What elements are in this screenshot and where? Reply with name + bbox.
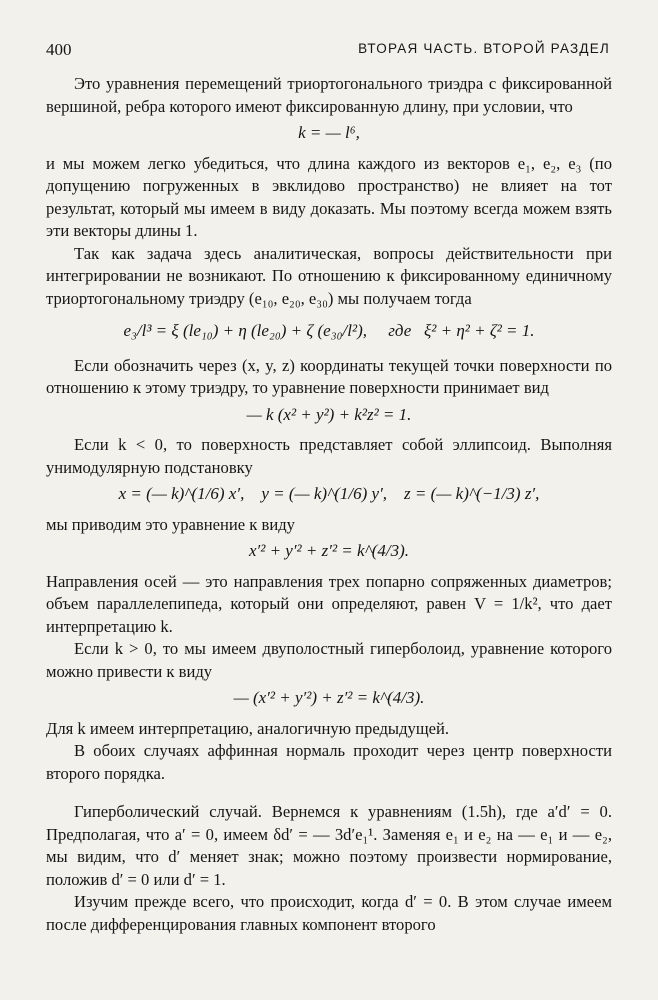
paragraph: Изучим прежде всего, что происходит, когда d′ = 0. В этом случае имеем после дифференцирования главных компонент второго [46, 892, 612, 934]
page-number: 400 [46, 40, 72, 59]
formula: x′² + y′² + z′² = k^(4/3). [248, 541, 410, 560]
formula: — k (x² + y²) + k²z² = 1. [246, 404, 412, 424]
formula: e₃/l³ = ξ (le₁₀) + η (le₂₀) + ζ (e₃₀/l²), где ξ² + η² + ζ² = 1. [123, 321, 535, 340]
paragraph: Гиперболический случай. Вернемся к уравнениям (1.5h), где a′d′ = 0. Предполагая, что a′ = 0, имеем δd′ = — 3d′e₁¹. Заменяя e₁ и e₂ на — e₁ и — e₂, мы видим, что d′ меняет знак; можно поэтому произвести нормирование, положив d′ = 0 или d′ = 1. [46, 802, 612, 889]
paragraph: и мы можем легко убедиться, что длина каждого из векторов e₁, e₂, e₃ (по допущению погруженных в эвклидово пространство) не влияет на тот результат, который мы имеем в виду доказать. Мы поэтому всегда можем взять эти векторы длины 1. [46, 153, 612, 240]
paragraph: Направления осей — это направления трех попарно сопряженных диаметров; объем параллелепипеда, который они определяют, равен V = 1/k², что дает интерпретацию k. [46, 571, 612, 636]
formula: — (x′² + y′²) + z′² = k^(4/3). [233, 688, 425, 707]
page-header [46, 40, 610, 60]
formula: k = — l⁶, [298, 123, 360, 142]
paragraph: Это уравнения перемещений триортогонального триэдра с фиксированной вершиной, ребра которого имеют фиксированную длину, при условии, что [46, 74, 612, 116]
paragraph: Для k имеем интерпретацию, аналогичную предыдущей. [46, 718, 449, 738]
formula: x = (— k)^(1/6) x′, y = (— k)^(1/6) y′, z = (— k)^(−1/3) z′, [118, 484, 540, 503]
paragraph: мы приводим это уравнение к виду [46, 514, 295, 534]
paragraph: Если k > 0, то мы имеем двуполостный гиперболоид, уравнение которого можно привести к виду [46, 639, 612, 681]
section-gap [46, 785, 612, 801]
running-head: ВТОРАЯ ЧАСТЬ. ВТОРОЙ РАЗДЕЛ [358, 41, 610, 56]
paragraph: Если обозначить через (x, y, z) координаты текущей точки поверхности по отношению к этому триэдру, то уравнение поверхности принимает вид [46, 355, 612, 397]
paragraph-emphasis: В обоих случаях аффинная нормаль проходит через центр поверхности второго порядка. [46, 741, 612, 783]
page-body [46, 73, 612, 936]
paragraph: Если k < 0, то поверхность представляет собой эллипсоид. Выполняя унимодулярную подстановку [46, 435, 612, 477]
paragraph: Так как задача здесь аналитическая, вопросы действительности при интегрировании не возникают. По отношению к фиксированному единичному триортогональному триэдру (e₁₀, e₂₀, e₃₀) мы получаем тогда [46, 243, 612, 308]
